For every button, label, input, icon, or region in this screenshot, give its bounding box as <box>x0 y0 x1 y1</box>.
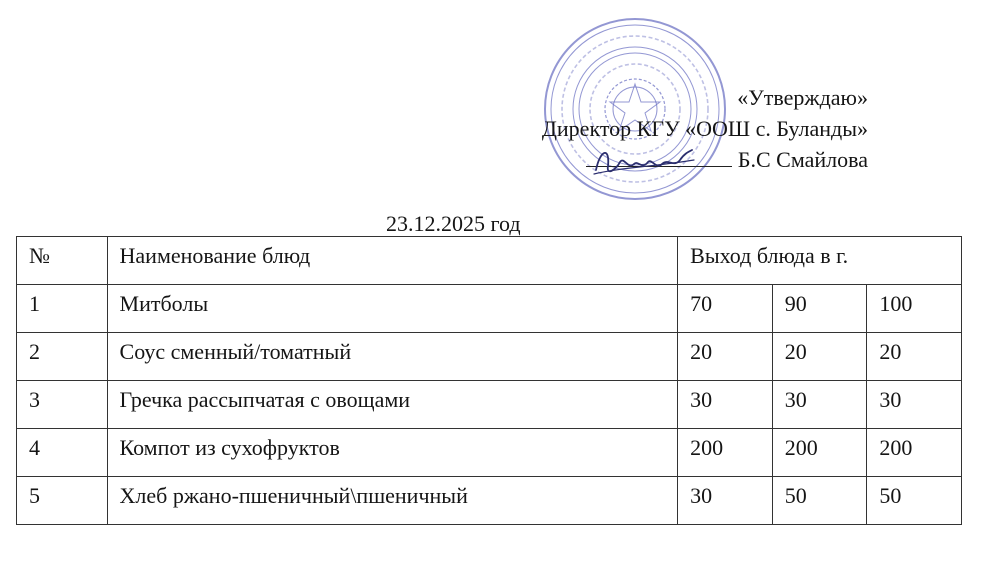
table-row <box>17 429 962 477</box>
approval-title: «Утверждаю» <box>737 85 868 110</box>
row-dish-name: Хлеб ржано-пшеничный\пшеничный <box>107 477 678 525</box>
table-row <box>17 285 962 333</box>
row-yield-2: 50 <box>772 477 867 525</box>
row-yield-2: 20 <box>772 333 867 381</box>
document-date: 23.12.2025 год <box>386 211 521 236</box>
table-row <box>17 477 962 525</box>
row-yield-3: 200 <box>867 429 962 477</box>
row-number: 2 <box>17 333 108 381</box>
row-yield-1: 30 <box>678 381 773 429</box>
row-yield-3: 50 <box>867 477 962 525</box>
row-yield-2: 90 <box>772 285 867 333</box>
row-yield-1: 30 <box>678 477 773 525</box>
row-number: 1 <box>17 285 108 333</box>
row-yield-3: 100 <box>867 285 962 333</box>
row-yield-1: 20 <box>678 333 773 381</box>
table-row <box>17 333 962 381</box>
row-number: 3 <box>17 381 108 429</box>
row-dish-name: Митболы <box>107 285 678 333</box>
table-header-row <box>17 237 962 285</box>
row-yield-2: 200 <box>772 429 867 477</box>
approval-director-name: Б.С Смайлова <box>737 147 868 172</box>
row-number: 4 <box>17 429 108 477</box>
header-yield: Выход блюда в г. <box>678 237 962 285</box>
menu-table <box>16 236 962 525</box>
header-dish-name: Наименование блюд <box>107 237 678 285</box>
row-yield-3: 20 <box>867 333 962 381</box>
row-dish-name: Соус сменный/томатный <box>107 333 678 381</box>
row-yield-3: 30 <box>867 381 962 429</box>
row-dish-name: Компот из сухофруктов <box>107 429 678 477</box>
row-yield-1: 200 <box>678 429 773 477</box>
table-row <box>17 381 962 429</box>
header-number: № <box>17 237 108 285</box>
row-number: 5 <box>17 477 108 525</box>
approval-position: Директор КГУ «ООШ с. Буланды» <box>541 116 868 141</box>
row-dish-name: Гречка рассыпчатая с овощами <box>107 381 678 429</box>
handwritten-signature <box>588 140 698 184</box>
row-yield-1: 70 <box>678 285 773 333</box>
row-yield-2: 30 <box>772 381 867 429</box>
